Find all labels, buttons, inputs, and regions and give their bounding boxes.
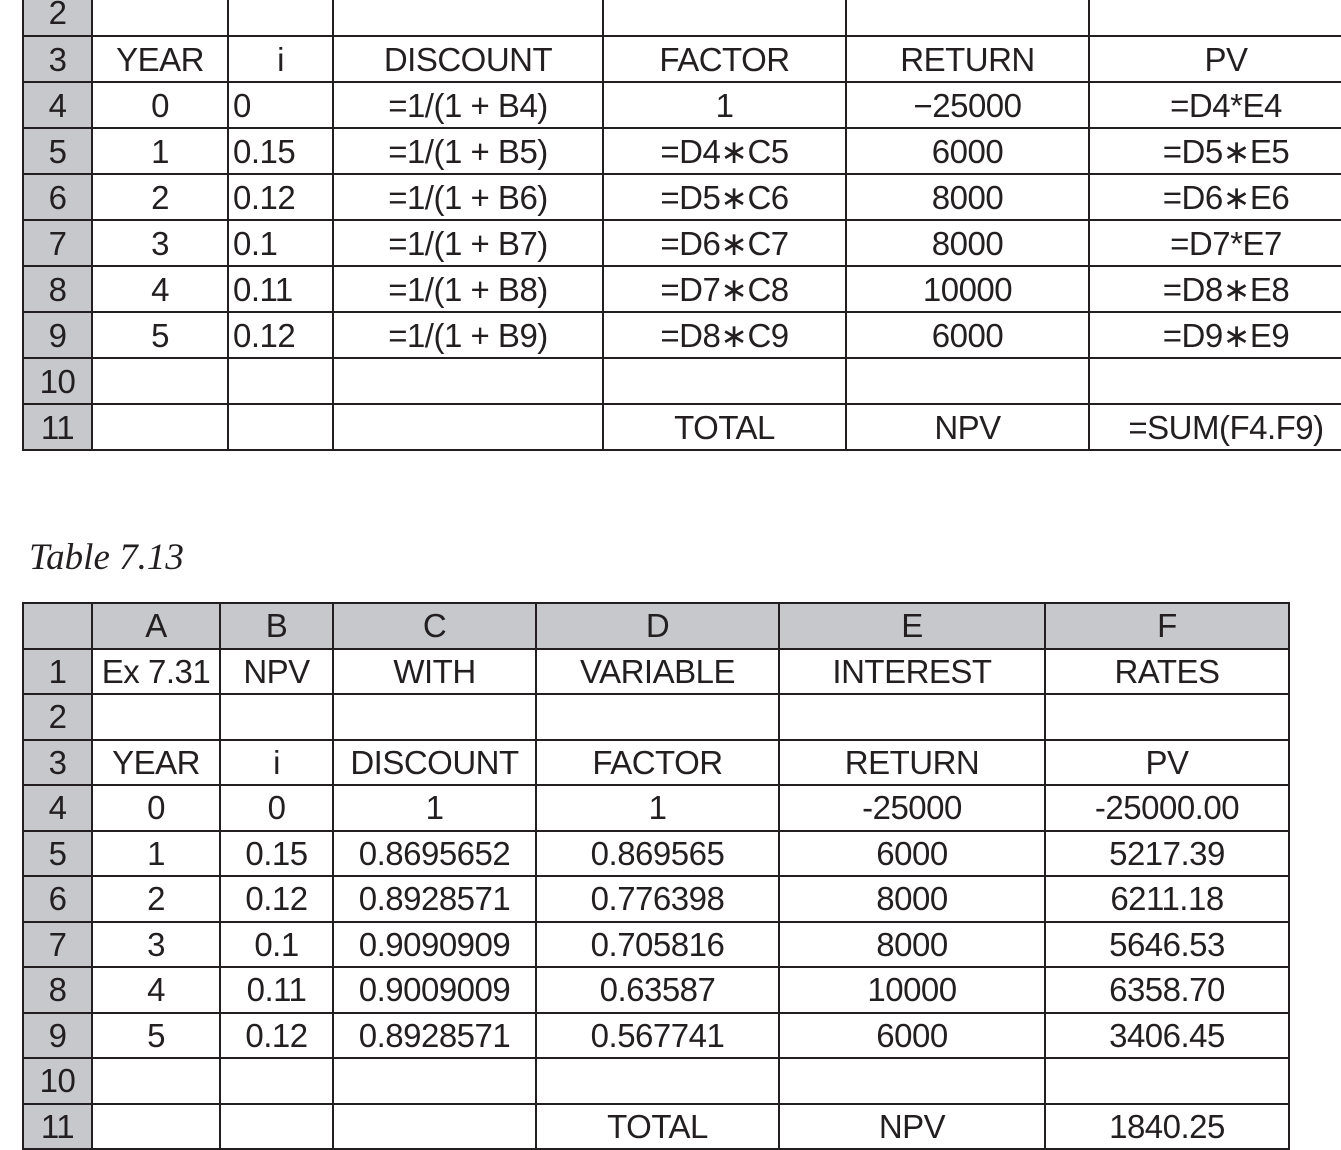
cell-a1: Ex 7.31 [92,649,220,695]
table-row [23,1013,1289,1059]
table-row [23,694,1289,740]
cell-a9: 5 [92,312,228,358]
table-row [23,876,1289,922]
cell-e4: −25000 [846,82,1089,128]
table-row [23,36,1341,82]
cell-d3: FACTOR [536,740,779,786]
cell-e4: -25000 [779,785,1045,831]
cell-d5: 0.869565 [536,831,779,877]
column-header-e: E [779,603,1045,649]
table-caption: Table 7.13 [29,537,184,578]
cell-e2 [846,0,1089,36]
cell-c8: =1/(1 + B8) [333,266,603,312]
cell-b3: i [220,740,333,786]
cell-d10 [603,358,846,404]
cell-f3: PV [1045,740,1289,786]
cell-e11-npv-label: NPV [779,1104,1045,1150]
cell-f1: RATES [1045,649,1289,695]
cell-e5: 6000 [846,128,1089,174]
cell-d9: =D8∗C9 [603,312,846,358]
cell-b8: 0.11 [228,266,333,312]
table-row [23,785,1289,831]
cell-d7: =D6∗C7 [603,220,846,266]
cell-e3: RETURN [846,36,1089,82]
cell-c4: 1 [333,785,536,831]
cell-a10 [92,358,228,404]
cell-e6: 8000 [779,876,1045,922]
table-row [23,649,1289,695]
cell-c5: =1/(1 + B5) [333,128,603,174]
cell-e11-npv-label: NPV [846,404,1089,450]
table-row [23,831,1289,877]
row-header: 3 [23,36,92,82]
row-header: 10 [23,1058,92,1104]
cell-c11 [333,1104,536,1150]
cell-f8: 6358.70 [1045,967,1289,1013]
cell-a6: 2 [92,876,220,922]
cell-a5: 1 [92,128,228,174]
table-row [23,967,1289,1013]
cell-e7: 8000 [779,922,1045,968]
cell-c4: =1/(1 + B4) [333,82,603,128]
formula-spreadsheet-table [22,0,1341,451]
cell-d4: 1 [536,785,779,831]
cell-e3: RETURN [779,740,1045,786]
cell-b8: 0.11 [220,967,333,1013]
cell-c2 [333,0,603,36]
cell-f6: 6211.18 [1045,876,1289,922]
cell-d2 [536,694,779,740]
cell-c9: =1/(1 + B9) [333,312,603,358]
table-row [23,220,1341,266]
cell-b9: 0.12 [220,1013,333,1059]
cell-b2 [220,694,333,740]
row-header: 4 [23,82,92,128]
cell-f9: =D9∗E9 [1089,312,1341,358]
cell-d5: =D4∗C5 [603,128,846,174]
cell-b7: 0.1 [228,220,333,266]
cell-d6: 0.776398 [536,876,779,922]
cell-f5: =D5∗E5 [1089,128,1341,174]
table-row [23,358,1341,404]
table-row [23,128,1341,174]
cell-b6: 0.12 [220,876,333,922]
cell-b10 [228,358,333,404]
cell-f10 [1045,1058,1289,1104]
cell-a10 [92,1058,220,1104]
cell-e5: 6000 [779,831,1045,877]
cell-e8: 10000 [846,266,1089,312]
cell-e10 [846,358,1089,404]
table-row [23,0,1341,36]
cell-c6: 0.8928571 [333,876,536,922]
cell-a3: YEAR [92,36,228,82]
cell-a6: 2 [92,174,228,220]
cell-f4: -25000.00 [1045,785,1289,831]
table-row [23,1104,1289,1150]
cell-b6: 0.12 [228,174,333,220]
row-header: 5 [23,128,92,174]
cell-a7: 3 [92,922,220,968]
cell-d1: VARIABLE [536,649,779,695]
table-row [23,1058,1289,1104]
corner-cell [23,603,92,649]
cell-d4: 1 [603,82,846,128]
cell-f3: PV [1089,36,1341,82]
cell-a2 [92,694,220,740]
cell-f11-npv-formula: =SUM(F4.F9) [1089,404,1341,450]
cell-e9: 6000 [779,1013,1045,1059]
row-header: 2 [23,694,92,740]
row-header: 9 [23,312,92,358]
cell-c2 [333,694,536,740]
cell-b5: 0.15 [220,831,333,877]
cell-a11 [92,1104,220,1150]
cell-b11 [220,1104,333,1150]
cell-e10 [779,1058,1045,1104]
table-row [23,922,1289,968]
column-header-c: C [333,603,536,649]
cell-c7: =1/(1 + B7) [333,220,603,266]
cell-f2 [1089,0,1341,36]
row-header: 7 [23,922,92,968]
cell-d8: 0.63587 [536,967,779,1013]
table-row [23,82,1341,128]
cell-c11 [333,404,603,450]
cell-b10 [220,1058,333,1104]
cell-f9: 3406.45 [1045,1013,1289,1059]
cell-c5: 0.8695652 [333,831,536,877]
cell-c3: DISCOUNT [333,36,603,82]
row-header: 5 [23,831,92,877]
row-header: 11 [23,404,92,450]
column-header-d: D [536,603,779,649]
cell-a4: 0 [92,785,220,831]
table-row [23,312,1341,358]
cell-c9: 0.8928571 [333,1013,536,1059]
cell-a7: 3 [92,220,228,266]
cell-b11 [228,404,333,450]
cell-d6: =D5∗C6 [603,174,846,220]
cell-e8: 10000 [779,967,1045,1013]
row-header: 1 [23,649,92,695]
cell-f11-npv-value: 1840.25 [1045,1104,1289,1150]
cell-a8: 4 [92,967,220,1013]
cell-b4: 0 [220,785,333,831]
cell-c6: =1/(1 + B6) [333,174,603,220]
cell-a4: 0 [92,82,228,128]
row-header: 10 [23,358,92,404]
cell-c10 [333,1058,536,1104]
row-header: 11 [23,1104,92,1150]
cell-b2 [228,0,333,36]
cell-b9: 0.12 [228,312,333,358]
row-header: 4 [23,785,92,831]
row-header: 6 [23,174,92,220]
row-header: 8 [23,967,92,1013]
cell-d11-total-label: TOTAL [603,404,846,450]
row-header: 7 [23,220,92,266]
cell-a5: 1 [92,831,220,877]
cell-d8: =D7∗C8 [603,266,846,312]
table-row [23,174,1341,220]
cell-d7: 0.705816 [536,922,779,968]
column-header-row [23,603,1289,649]
cell-a8: 4 [92,266,228,312]
cell-f10 [1089,358,1341,404]
cell-c7: 0.9090909 [333,922,536,968]
cell-c3: DISCOUNT [333,740,536,786]
cell-f7: =D7*E7 [1089,220,1341,266]
cell-b7: 0.1 [220,922,333,968]
cell-a9: 5 [92,1013,220,1059]
table-row [23,740,1289,786]
cell-c8: 0.9009009 [333,967,536,1013]
cell-d9: 0.567741 [536,1013,779,1059]
cell-a2 [92,0,228,36]
row-header: 6 [23,876,92,922]
table-row [23,266,1341,312]
cell-c10 [333,358,603,404]
cell-d11-total-label: TOTAL [536,1104,779,1150]
cell-c1: WITH [333,649,536,695]
column-header-f: F [1045,603,1289,649]
cell-b4: 0 [228,82,333,128]
column-header-a: A [92,603,220,649]
cell-b3: i [228,36,333,82]
cell-a3: YEAR [92,740,220,786]
row-header: 2 [23,0,92,36]
cell-d10 [536,1058,779,1104]
cell-e2 [779,694,1045,740]
table-row [23,404,1341,450]
cell-f2 [1045,694,1289,740]
row-header: 3 [23,740,92,786]
cell-e9: 6000 [846,312,1089,358]
cell-f8: =D8∗E8 [1089,266,1341,312]
cell-e7: 8000 [846,220,1089,266]
cell-b5: 0.15 [228,128,333,174]
cell-d2 [603,0,846,36]
cell-f6: =D6∗E6 [1089,174,1341,220]
cell-d3: FACTOR [603,36,846,82]
row-header: 8 [23,266,92,312]
cell-b1: NPV [220,649,333,695]
column-header-b: B [220,603,333,649]
cell-a11 [92,404,228,450]
cell-f7: 5646.53 [1045,922,1289,968]
row-header: 9 [23,1013,92,1059]
cell-f4: =D4*E4 [1089,82,1341,128]
values-spreadsheet-table [22,602,1290,1150]
cell-f5: 5217.39 [1045,831,1289,877]
cell-e6: 8000 [846,174,1089,220]
cell-e1: INTEREST [779,649,1045,695]
